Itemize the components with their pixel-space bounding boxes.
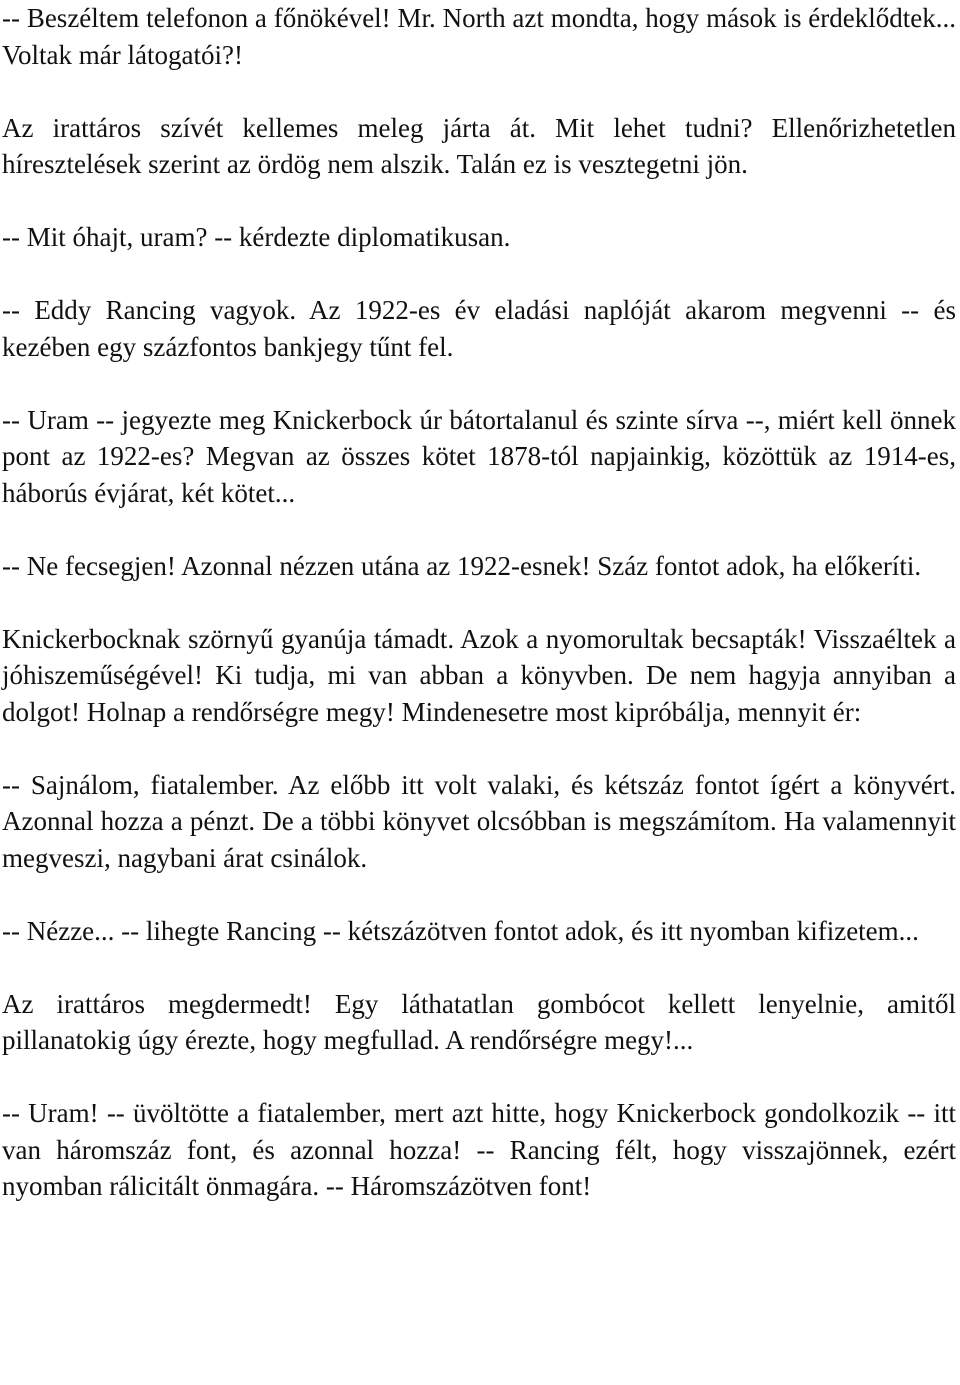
paragraph-7: Knickerbocknak szörnyű gyanúja támadt. Azok a nyomorultak becsapták! Visszaéltek a jóhiszeműségével! Ki tudja, mi van abban a könyvben. De nem hagyja annyiban a dolgot! Holnap a rendőrségre megy! Mindenesetre most kipróbálja, mennyit ér: xyxy=(2,623,956,727)
paragraph-3: -- Mit óhajt, uram? -- kérdezte diplomatikusan. xyxy=(2,222,511,252)
paragraph-9: -- Nézze... -- lihegte Rancing -- kétszázötven fontot adok, és itt nyomban kifizetem... xyxy=(2,915,919,946)
paragraph-1: -- Beszéltem telefonon a főnökével! Mr. North azt mondta, hogy mások is érdeklődtek... Voltak már látogatói?! xyxy=(2,3,956,70)
paragraph-5: -- Uram -- jegyezte meg Knickerbock úr bátortalanul és szinte sírva --, miért kell önnek pont az 1922-es? Megvan az összes kötet 1878-tól napjainkig, közöttük az 1914-es, háborús évjárat, két kötet... xyxy=(2,404,956,508)
document-page xyxy=(2,0,956,1241)
paragraph-4: -- Eddy Rancing vagyok. Az 1922-es év eladási naplóját akarom megvenni -- és kezében egy százfontos bankjegy tűnt fel. xyxy=(2,295,956,362)
paragraph-11: -- Uram! -- üvöltötte a fiatalember, mert azt hitte, hogy Knickerbock gondolkozik -- itt van háromszáz font, és azonnal hozza! -- Rancing félt, hogy visszajönnek, ezért nyomban rálicitált önmagára. -- Háromszázötven font! xyxy=(2,1098,956,1201)
paragraph-10: Az irattáros megdermedt! Egy láthatatlan gombócot kellett lenyelnie, amitől pillanatokig úgy érezte, hogy megfullad. A rendőrségre megy!... xyxy=(2,988,956,1055)
paragraph-2: Az irattáros szívét kellemes meleg járta át. Mit lehet tudni? Ellenőrizhetetlen híresztelések szerint az ördög nem alszik. Talán ez is vesztegetni jön. xyxy=(2,112,956,179)
paragraph-6: -- Ne fecsegjen! Azonnal nézzen utána az 1922-esnek! Száz fontot adok, ha előkeríti. xyxy=(2,550,922,581)
paragraph-8: -- Sajnálom, fiatalember. Az előbb itt volt valaki, és kétszáz fontot ígért a könyvért. Azonnal hozza a pénzt. De a többi könyvet olcsóbban is megszámítom. Ha valamennyit megveszi, nagybani árat csinálok. xyxy=(2,769,956,873)
